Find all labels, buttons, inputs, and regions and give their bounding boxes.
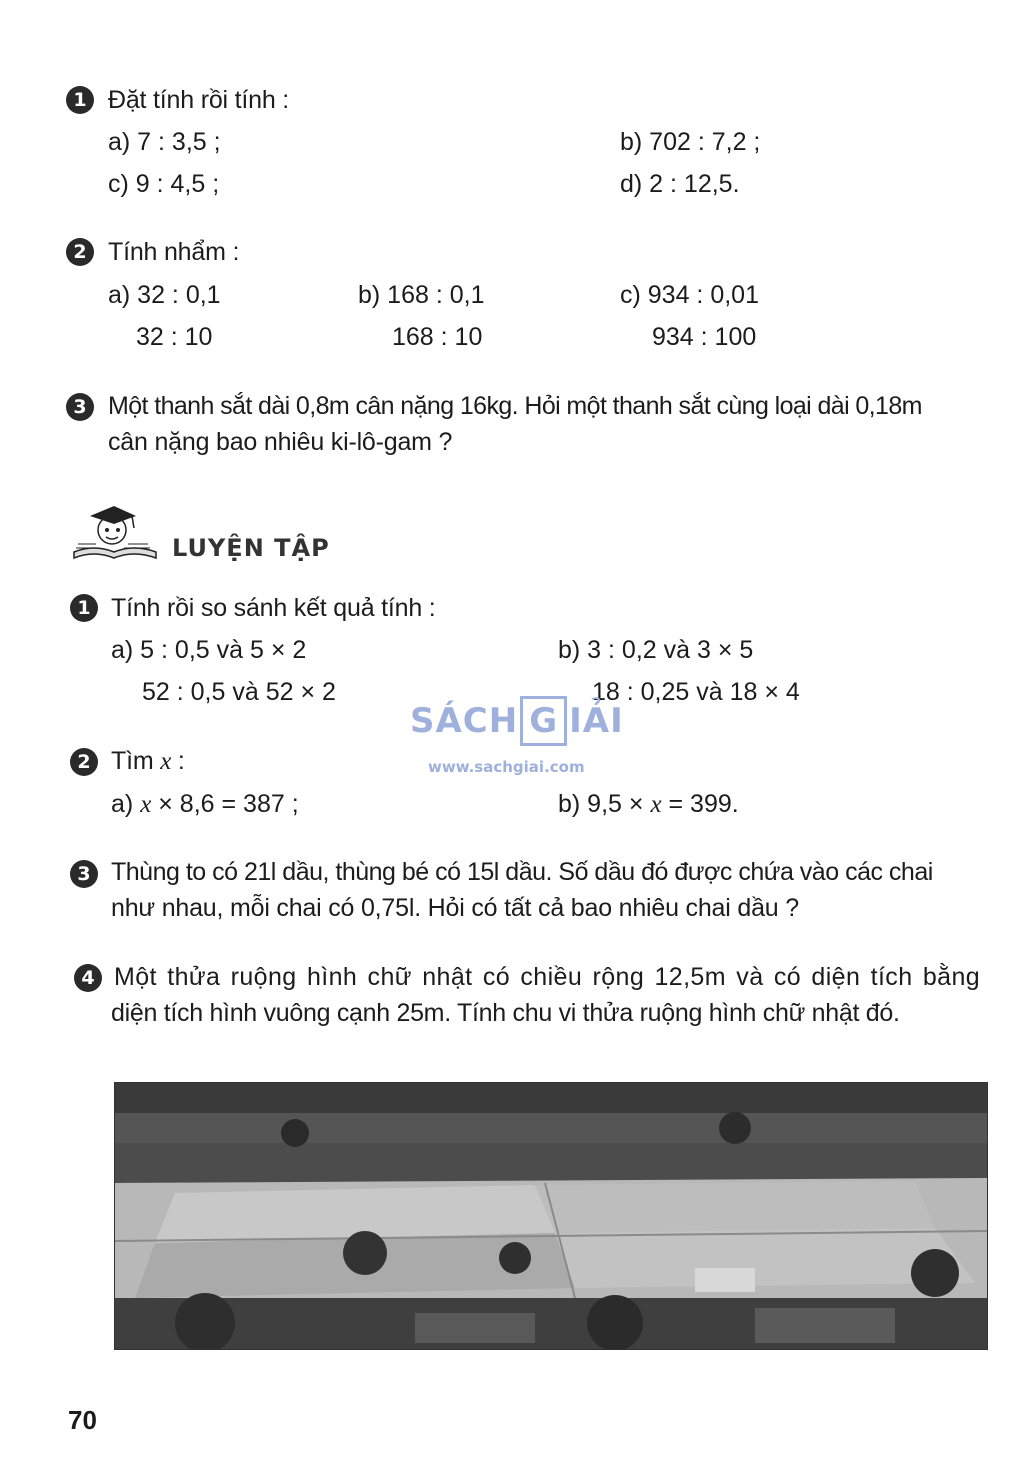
practice-2-title-prefix: Tìm <box>111 747 154 775</box>
practice-2-title <box>111 745 185 778</box>
practice-2-item-a-suffix: × 8,6 = 387 ; <box>158 790 299 818</box>
practice-4-line-1: Một thửa ruộng hình chữ nhật có chiều rộng 12,5m và có diện tích bằng <box>114 963 981 991</box>
practice-1-item-b1: b) 3 : 0,2 và 3 × 5 <box>558 636 754 664</box>
practice-2-item-b-var: x <box>650 791 662 818</box>
practice-1-number: 1 <box>70 594 98 622</box>
practice-1-title: Tính rồi so sánh kết quả tính : <box>111 594 436 622</box>
rice-field-photo <box>114 1082 988 1350</box>
exercise-1-item-b: b) 702 : 7,2 ; <box>620 128 761 156</box>
page-number: 70 <box>68 1405 97 1435</box>
watermark-logo-post: IẢI <box>569 701 624 741</box>
exercise-2-item-c1: c) 934 : 0,01 <box>620 281 759 309</box>
exercise-2-item-b2: 168 : 10 <box>392 323 483 351</box>
exercise-2-item-c2: 934 : 100 <box>652 323 757 351</box>
exercise-1-item-c: c) 9 : 4,5 ; <box>108 170 220 198</box>
exercise-1-item-a: a) 7 : 3,5 ; <box>108 128 221 156</box>
exercise-1-item-d: d) 2 : 12,5. <box>620 170 740 198</box>
practice-2-item-a-prefix: a) <box>111 790 134 818</box>
practice-1-item-a1: a) 5 : 0,5 và 5 × 2 <box>111 636 307 664</box>
practice-2-item-b-suffix: = 399. <box>668 790 739 818</box>
exercise-3-line-1: Một thanh sắt dài 0,8m cân nặng 16kg. Hỏi một thanh sắt cùng loại dài 0,18m <box>108 392 922 420</box>
exercise-2-number: 2 <box>66 238 94 266</box>
exercise-2-item-b1: b) 168 : 0,1 <box>358 281 485 309</box>
mascot-icon <box>64 500 164 562</box>
practice-3-number: 3 <box>70 860 98 888</box>
exercise-3-number: 3 <box>66 393 94 421</box>
practice-1-item-a2: 52 : 0,5 và 52 × 2 <box>142 678 336 706</box>
practice-4-number: 4 <box>74 964 102 992</box>
practice-4-line-2: diện tích hình vuông cạnh 25m. Tính chu vi thửa ruộng hình chữ nhật đó. <box>111 999 900 1027</box>
practice-2-number: 2 <box>70 748 98 776</box>
section-title: LUYỆN TẬP <box>172 534 330 562</box>
exercise-2-item-a2: 32 : 10 <box>136 323 213 351</box>
practice-2-title-suffix: : <box>177 747 185 775</box>
watermark-logo <box>410 696 624 746</box>
exercise-2-title: Tính nhẩm : <box>108 238 240 266</box>
watermark-logo-mid: G <box>520 696 567 746</box>
practice-2-item-a <box>111 788 299 821</box>
watermark-logo-pre: SÁCH <box>410 701 519 741</box>
exercise-1-title: Đặt tính rồi tính : <box>108 86 290 114</box>
practice-3-line-2: như nhau, mỗi chai có 0,75l. Hỏi có tất cả bao nhiêu chai dầu ? <box>111 894 799 922</box>
exercise-1-number: 1 <box>66 86 94 114</box>
practice-2-title-var: x <box>160 748 172 775</box>
exercise-2-item-a1: a) 32 : 0,1 <box>108 281 221 309</box>
practice-1-item-b2: 18 : 0,25 và 18 × 4 <box>592 678 800 706</box>
watermark-url: www.sachgiai.com <box>428 758 585 776</box>
practice-2-item-a-var: x <box>140 791 152 818</box>
practice-2-item-b <box>558 788 739 821</box>
practice-2-item-b-prefix: b) 9,5 × <box>558 790 644 818</box>
practice-3-line-1: Thùng to có 21l dầu, thùng bé có 15l dầu. Số dầu đó được chứa vào các chai <box>111 858 933 886</box>
exercise-3-line-2: cân nặng bao nhiêu ki-lô-gam ? <box>108 428 453 456</box>
